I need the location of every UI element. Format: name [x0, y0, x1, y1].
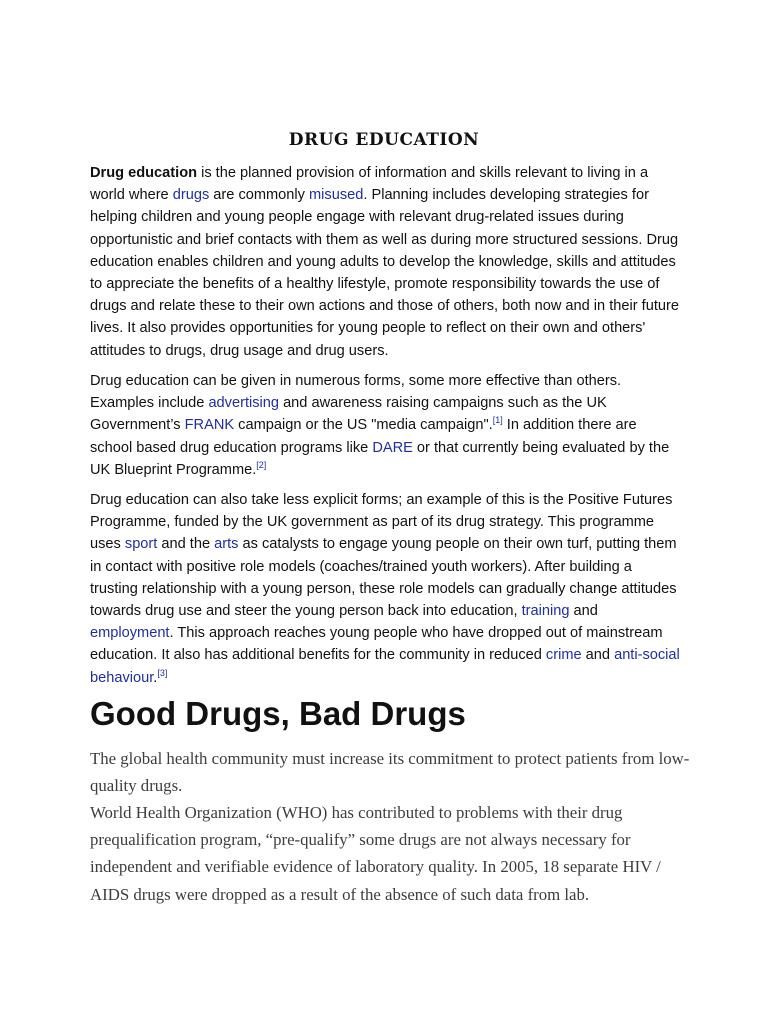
- link-arts[interactable]: arts: [214, 536, 239, 553]
- link-drugs[interactable]: drugs: [172, 187, 210, 204]
- text: campaign or the US "media campaign".: [234, 417, 493, 434]
- reference-1[interactable]: [1]: [492, 415, 503, 426]
- text: . This approach reaches young people who have dropped out of mainstream education. It also has additional benefits for the community in reduced: [90, 625, 663, 664]
- link-crime[interactable]: crime: [545, 647, 582, 664]
- text: is the planned provision of information and skills relevant to living in a world where: [90, 165, 649, 204]
- text: are commonly: [209, 187, 310, 204]
- reference-3[interactable]: [3]: [157, 667, 168, 678]
- text: and the: [157, 536, 215, 553]
- text: and awareness raising campaigns such as the UK Government’s: [90, 395, 607, 434]
- text: In addition there are school based drug education programs like: [90, 417, 637, 456]
- link-advertising[interactable]: advertising: [208, 395, 280, 412]
- health-paragraph: The global health community must increase its commitment to protect patients from low-quality drugs.: [90, 749, 690, 796]
- text: Drug education can also take less explicit forms; an example of this is the Positive Futures Programme, funded by the UK government as part of its drug strategy. This programme uses: [90, 492, 673, 553]
- link-frank[interactable]: FRANK: [184, 417, 235, 434]
- link-sport[interactable]: sport: [124, 536, 158, 553]
- link-training[interactable]: training: [521, 603, 570, 620]
- positive-futures-paragraph: [90, 489, 682, 689]
- link-employment[interactable]: employment: [90, 625, 170, 642]
- text: .: [153, 669, 158, 686]
- text: as catalysts to engage young people on their own turf, putting them in contact with positive role models (coaches/trained youth workers). After building a trusting relationship with a young person, these role models can gradually change attitudes towards drug use and steer the young person back into education,: [90, 536, 677, 620]
- section-heading: Good Drugs, Bad Drugs: [90, 695, 466, 732]
- document-title: DRUG EDUCATION: [288, 130, 480, 150]
- forms-paragraph: [90, 370, 682, 481]
- text: and: [569, 603, 598, 620]
- text: or that currently being evaluated by the UK Blueprint Programme.: [90, 439, 670, 478]
- term-drug-education: Drug education: [90, 165, 198, 181]
- link-anti-social-behaviour[interactable]: anti-social behaviour: [90, 647, 680, 686]
- intro-paragraph: [90, 162, 682, 362]
- text: . Planning includes developing strategies for helping children and young people engage with relevant drug-related issues during opportunistic and brief contacts with them as well as during more structured sessions. Drug education enables children and young adults to develop the knowledge, skills and attitudes to appreciate the benefits of a healthy lifestyle, promote responsibility towards the use of drugs and relate these to their own actions and those of others, both now and in their future lives. It also provides opportunities for young people to reflect on their own and others' attitudes to drugs, drug usage and drug users.: [90, 187, 679, 359]
- text: Drug education can be given in numerous forms, some more effective than others. Examples include: [90, 373, 622, 412]
- link-dare[interactable]: DARE: [372, 439, 413, 456]
- text: and: [581, 647, 615, 664]
- link-misused[interactable]: misused: [309, 187, 364, 204]
- reference-2[interactable]: [2]: [256, 459, 267, 470]
- who-paragraph: World Health Organization (WHO) has contributed to problems with their drug prequalification program, “pre-qualify” some drugs are not always necessary for independent and verifiable evidence of laboratory quality. In 2005, 18 separate HIV / AIDS drugs were dropped as a result of the absence of such data from lab.: [90, 803, 661, 904]
